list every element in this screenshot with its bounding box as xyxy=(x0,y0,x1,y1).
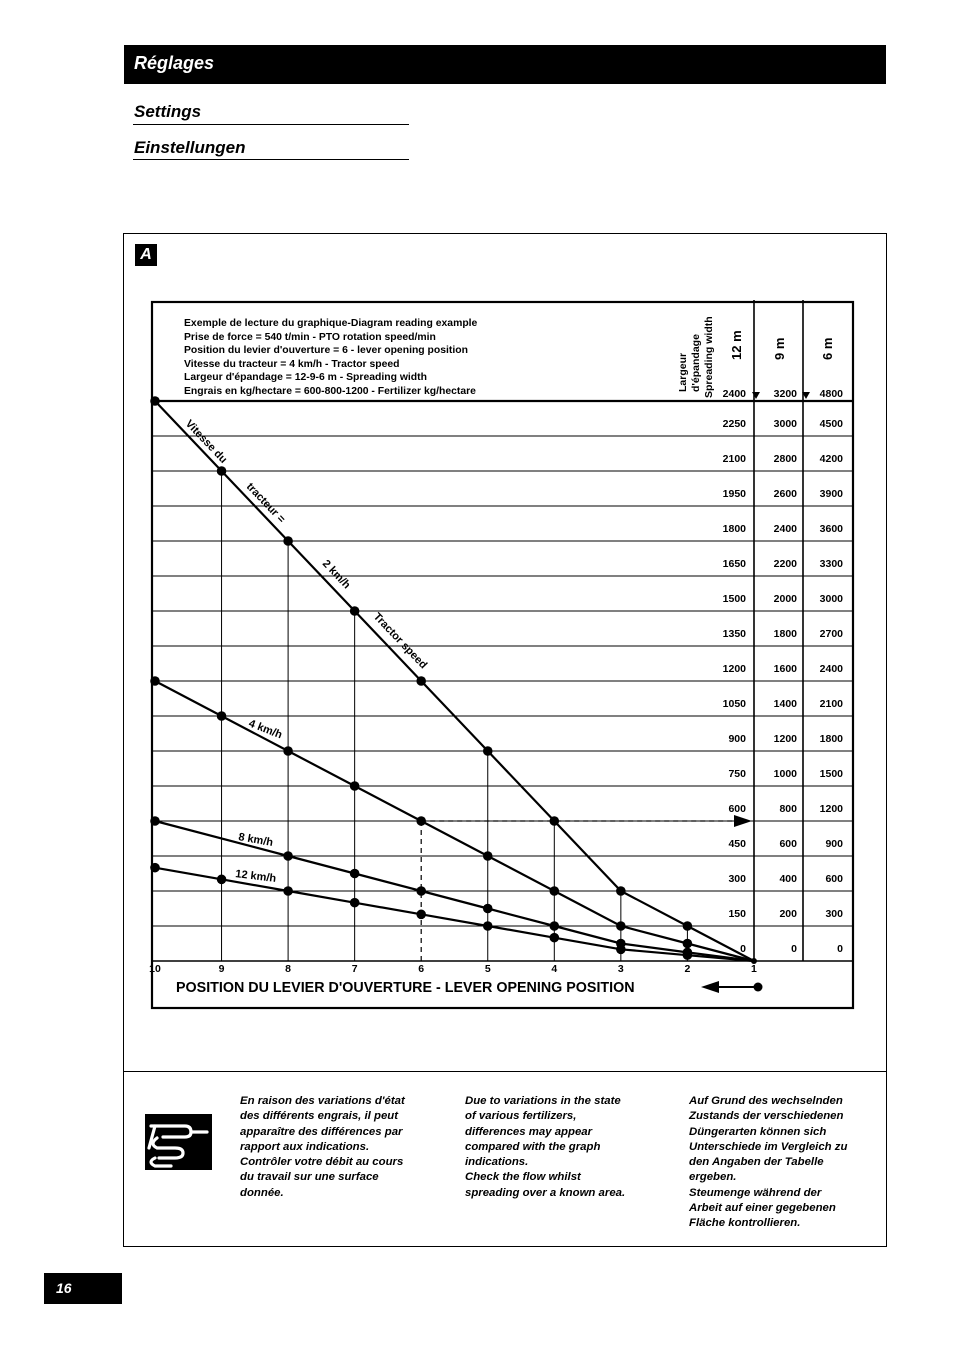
note-de-line: Unterschiede im Vergleich zu xyxy=(689,1140,848,1153)
tick-label-12m: 2400 xyxy=(722,388,746,400)
note-en-line: Due to variations in the state xyxy=(465,1095,621,1107)
series-point xyxy=(550,921,560,931)
x-tick-label: 7 xyxy=(351,963,358,975)
series-point xyxy=(283,746,293,756)
subtitle-de: Einstellungen xyxy=(134,138,246,157)
note-de-line: Fläche kontrollieren. xyxy=(689,1217,801,1230)
series-point xyxy=(616,921,626,931)
tick-label-9m: 3000 xyxy=(773,418,797,430)
note-en-line: compared with the graph xyxy=(465,1140,601,1153)
note-en-line: Check the flow whilst xyxy=(465,1171,581,1184)
page-title: Réglages xyxy=(134,53,215,73)
series-point xyxy=(550,933,560,943)
chart-grid xyxy=(152,300,853,961)
tick-label-6m: 4200 xyxy=(819,453,843,465)
series-label-2kmh: 2 km/h xyxy=(319,557,353,592)
note-fr-line: du travail sur une surface xyxy=(240,1171,379,1184)
tick-label-9m: 2800 xyxy=(773,453,797,465)
tick-label-6m: 0 xyxy=(837,943,843,955)
x-axis-arrow-icon xyxy=(701,981,763,993)
manual-book-icon xyxy=(145,1114,212,1170)
tick-label-6m: 2700 xyxy=(819,628,843,640)
chart-labels xyxy=(149,388,843,975)
series-point xyxy=(150,676,160,686)
note-fr-line: des différents engrais, il peut xyxy=(240,1110,399,1123)
tick-label-9m: 1000 xyxy=(773,768,797,780)
x-tick-label: 1 xyxy=(751,963,757,975)
x-tick-label: 8 xyxy=(285,963,292,975)
series-point xyxy=(683,950,693,960)
tick-label-12m: 1200 xyxy=(722,663,746,675)
example-line-4: Vitesse du tracteur = 4 km/h - Tractor speed xyxy=(184,359,400,370)
note-en xyxy=(465,1094,670,1201)
note-fr-line: rapport aux indications. xyxy=(240,1140,370,1153)
width-col-9m: 9 m xyxy=(772,337,787,360)
tick-label-12m: 1950 xyxy=(722,488,746,500)
series-point xyxy=(350,869,360,879)
width-header-2: d'épandage xyxy=(690,334,702,392)
series-point xyxy=(350,781,360,791)
example-line-1: Exemple de lecture du graphique-Diagram reading example xyxy=(184,318,478,329)
series-point xyxy=(217,875,227,885)
chart-reading-example xyxy=(421,815,752,961)
tick-label-9m: 2600 xyxy=(773,488,797,500)
note-de-line: Zustands der verschiedenen xyxy=(689,1110,844,1123)
series-point xyxy=(483,851,493,861)
note-fr-line: En raison des variations d'état xyxy=(240,1095,405,1107)
tick-label-9m: 2200 xyxy=(773,558,797,570)
note-de-line: Auf Grund des wechselnden xyxy=(689,1095,843,1107)
example-line-3: Position du levier d'ouverture = 6 - lever opening position xyxy=(184,345,468,356)
tick-label-9m: 600 xyxy=(779,838,797,850)
tick-label-6m: 2100 xyxy=(819,698,843,710)
series-point xyxy=(283,536,293,546)
note-fr-line: apparaître des différences par xyxy=(240,1125,403,1138)
width-header-1: Largeur xyxy=(677,352,689,392)
x-tick-label: 10 xyxy=(149,963,161,975)
tick-label-9m: 2000 xyxy=(773,593,797,605)
tick-label-12m: 450 xyxy=(728,838,746,850)
tick-label-9m: 0 xyxy=(791,943,797,955)
width-col-6m: 6 m xyxy=(820,337,835,360)
series-point xyxy=(616,886,626,896)
tick-label-6m: 300 xyxy=(825,908,843,920)
note-de-line: Arbeit auf einer gegebenen xyxy=(689,1202,836,1215)
width-col-12m: 12 m xyxy=(729,330,744,360)
note-en-line: spreading over a known area. xyxy=(465,1186,626,1199)
series-point xyxy=(616,945,626,955)
note-en-line: of various fertilizers, xyxy=(465,1110,577,1123)
chart-frame xyxy=(152,302,853,1008)
note-en-line: differences may appear xyxy=(465,1125,593,1138)
tick-label-9m: 1800 xyxy=(773,628,797,640)
note-de-line: den Angaben der Tabelle xyxy=(689,1156,824,1169)
series-point xyxy=(350,898,360,908)
series-point xyxy=(416,886,426,896)
series-point xyxy=(483,904,493,914)
series-label: 8 km/h xyxy=(237,831,274,850)
series-label-2kmh: Vitesse du xyxy=(182,417,230,466)
tick-label-9m: 1600 xyxy=(773,663,797,675)
series-point xyxy=(483,921,493,931)
tick-label-12m: 1350 xyxy=(722,628,746,640)
reading-arrow-icon xyxy=(734,815,752,827)
series-point xyxy=(283,851,293,861)
x-tick-label: 6 xyxy=(418,963,425,975)
example-line-5: Largeur d'épandage = 12-9-6 m - Spreading width xyxy=(184,372,427,383)
x-tick-label: 5 xyxy=(484,963,491,975)
tick-label-9m: 3200 xyxy=(773,388,797,400)
tick-label-12m: 0 xyxy=(740,943,746,955)
series-point xyxy=(683,939,693,949)
tick-label-6m: 3300 xyxy=(819,558,843,570)
tick-label-6m: 1500 xyxy=(819,768,843,780)
note-fr-line: donnée. xyxy=(240,1186,284,1199)
note-de xyxy=(689,1094,894,1232)
tick-label-6m: 3900 xyxy=(819,488,843,500)
series-label: 4 km/h xyxy=(246,717,284,742)
tick-label-12m: 600 xyxy=(728,803,746,815)
tick-label-6m: 2400 xyxy=(819,663,843,675)
tick-label-12m: 2100 xyxy=(722,453,746,465)
tick-label-12m: 1500 xyxy=(722,593,746,605)
tick-label-12m: 2250 xyxy=(722,418,746,430)
tick-label-12m: 1800 xyxy=(722,523,746,535)
tick-label-12m: 750 xyxy=(728,768,746,780)
series-label-2kmh: tracteur = xyxy=(243,480,288,526)
tick-label-6m: 3000 xyxy=(819,593,843,605)
series-point xyxy=(283,886,293,896)
page-number: 16 xyxy=(44,1273,122,1304)
example-line-6: Engrais en kg/hectare = 600-800-1200 - Fertilizer kg/hectare xyxy=(184,386,476,397)
x-tick-label: 9 xyxy=(218,963,225,975)
series-point xyxy=(150,396,160,406)
x-tick-label: 4 xyxy=(551,963,558,975)
series-point xyxy=(550,886,560,896)
tick-label-6m: 900 xyxy=(825,838,843,850)
x-tick-label: 2 xyxy=(684,963,691,975)
series-point xyxy=(150,816,160,826)
tick-label-9m: 400 xyxy=(779,873,797,885)
note-en-line: indications. xyxy=(465,1156,529,1169)
series-label-2kmh: Tractor speed xyxy=(370,610,430,672)
series-point xyxy=(683,921,693,931)
series-point xyxy=(416,910,426,920)
note-de-line: Steumenge während der xyxy=(689,1186,822,1199)
series-point xyxy=(150,863,160,873)
series-point xyxy=(416,676,426,686)
tick-label-9m: 2400 xyxy=(773,523,797,535)
series-point xyxy=(217,466,227,476)
tick-label-9m: 1400 xyxy=(773,698,797,710)
example-line-2: Prise de force = 540 t/min - PTO rotation speed/min xyxy=(184,332,436,343)
tick-label-6m: 4500 xyxy=(819,418,843,430)
tick-label-12m: 300 xyxy=(728,873,746,885)
tick-label-9m: 1200 xyxy=(773,733,797,745)
series-point xyxy=(416,816,426,826)
series-point xyxy=(217,711,227,721)
note-fr xyxy=(240,1094,445,1201)
width-header-3: Spreading width xyxy=(703,316,715,398)
tick-label-12m: 900 xyxy=(728,733,746,745)
tick-label-6m: 4800 xyxy=(819,388,843,400)
note-de-line: ergeben. xyxy=(689,1171,737,1184)
tick-label-6m: 600 xyxy=(825,873,843,885)
x-tick-label: 3 xyxy=(617,963,624,975)
x-axis-title: POSITION DU LEVIER D'OUVERTURE - LEVER OPENING POSITION xyxy=(176,980,635,996)
tick-label-6m: 1200 xyxy=(819,803,843,815)
figure-badge: A xyxy=(135,244,157,266)
series-label: 12 km/h xyxy=(234,868,277,885)
tick-label-9m: 800 xyxy=(779,803,797,815)
series-point xyxy=(550,816,560,826)
tick-label-12m: 1650 xyxy=(722,558,746,570)
tick-label-6m: 3600 xyxy=(819,523,843,535)
series-point xyxy=(350,606,360,616)
tick-label-6m: 1800 xyxy=(819,733,843,745)
tick-label-12m: 150 xyxy=(728,908,746,920)
subtitle-en: Settings xyxy=(134,102,202,121)
note-fr-line: Contrôler votre débit au cours xyxy=(240,1156,404,1169)
tick-label-9m: 200 xyxy=(779,908,797,920)
tick-label-12m: 1050 xyxy=(722,698,746,710)
note-de-line: Düngerarten können sich xyxy=(689,1125,827,1138)
series-point xyxy=(483,746,493,756)
